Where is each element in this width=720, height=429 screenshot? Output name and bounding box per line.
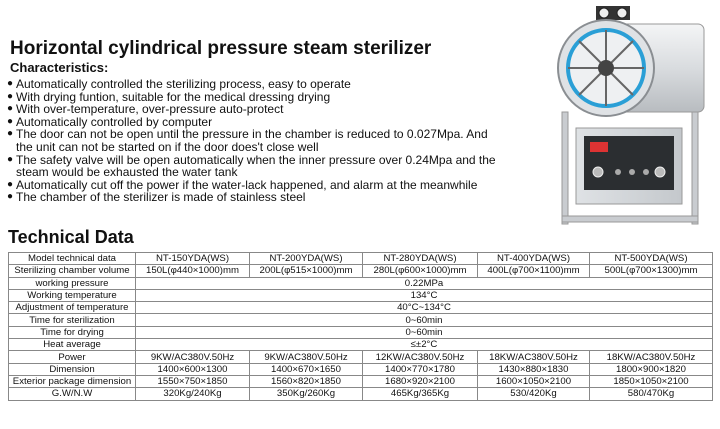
table-row	[9, 351, 713, 363]
table-cell: 18KW/AC380V.50Hz	[590, 351, 713, 363]
feature-text: The door can not be open until the pressure in the chamber is reduced to 0.027Mpa. And the unit can not be started on if the door does't close well	[16, 127, 488, 154]
table-cell: 1850×1050×2100	[590, 375, 713, 387]
table-cell: Heat average	[9, 339, 136, 351]
table-cell: 400L(φ700×1100)mm	[478, 265, 590, 277]
table-cell: 500L(φ700×1300)mm	[590, 265, 713, 277]
page-title: Horizontal cylindrical pressure steam sterilizer	[10, 38, 432, 59]
table-cell: NT-150YDA(WS)	[136, 253, 250, 265]
table-cell: NT-280YDA(WS)	[363, 253, 478, 265]
feature-text: Automatically controlled by computer	[16, 114, 213, 129]
table-cell: NT-400YDA(WS)	[478, 253, 590, 265]
feature-text: The safety valve will be open automatically when the inner pressure over 0.24Mpa and the steam would be exhausted the water tank	[16, 152, 496, 180]
table-cell: Exterior package dimension	[9, 375, 136, 387]
table-cell: 40°C~134°C	[136, 302, 713, 314]
table-cell: 12KW/AC380V.50Hz	[363, 351, 478, 363]
table-header-row	[9, 253, 713, 265]
table-row	[9, 363, 713, 375]
feature-item	[6, 191, 506, 204]
table-cell: Dimension	[9, 363, 136, 375]
table-cell: 1680×920×2100	[363, 375, 478, 387]
table-cell: Sterilizing chamber volume	[9, 265, 136, 277]
table-row	[9, 265, 713, 277]
table-cell: Working temperature	[9, 289, 136, 301]
technical-data-table	[8, 252, 713, 401]
table-row	[9, 388, 713, 400]
table-cell: 1400×600×1300	[136, 363, 250, 375]
pressure-gauge-icon	[617, 8, 627, 18]
feature-text: Automatically cut off the power if the water-lack happened, and alarm at the meanwhile	[16, 177, 478, 192]
table-cell: NT-200YDA(WS)	[250, 253, 363, 265]
bullet-icon: ●	[7, 128, 14, 140]
feature-text: The chamber of the sterilizer is made of stainless steel	[16, 190, 306, 205]
table-cell: G.W/N.W	[9, 388, 136, 400]
table-cell: 320Kg/240Kg	[136, 388, 250, 400]
table-cell: 530/420Kg	[478, 388, 590, 400]
table-row	[9, 375, 713, 387]
table-cell: Time for sterilization	[9, 314, 136, 326]
table-cell: 0~60min	[136, 314, 713, 326]
table-cell: 9KW/AC380V.50Hz	[136, 351, 250, 363]
feature-item	[6, 128, 506, 153]
bullet-icon: ●	[7, 90, 14, 102]
table-cell: 1430×880×1830	[478, 363, 590, 375]
table-cell: working pressure	[9, 277, 136, 289]
table-row	[9, 277, 713, 289]
table-cell: 1560×820×1850	[250, 375, 363, 387]
table-cell: 350Kg/260Kg	[250, 388, 363, 400]
characteristics-heading: Characteristics:	[10, 60, 109, 75]
table-cell: 9KW/AC380V.50Hz	[250, 351, 363, 363]
bullet-icon: ●	[7, 78, 14, 89]
feature-text: Automatically controlled the sterilizing process, easy to operate	[16, 77, 351, 91]
table-cell: 0~60min	[136, 326, 713, 338]
table-row	[9, 326, 713, 338]
sterilizer-illustration	[552, 2, 710, 228]
table-cell: 134°C	[136, 289, 713, 301]
table-row	[9, 289, 713, 301]
table-row	[9, 339, 713, 351]
table-cell: Model technical data	[9, 253, 136, 265]
bullet-icon: ●	[7, 103, 14, 115]
table-cell: NT-500YDA(WS)	[590, 253, 713, 265]
table-cell: 580/470Kg	[590, 388, 713, 400]
table-cell: 1800×900×1820	[590, 363, 713, 375]
pressure-gauge-icon	[599, 8, 609, 18]
bullet-icon: ●	[7, 178, 14, 190]
table-cell: Adjustment of temperature	[9, 302, 136, 314]
door-handwheel-icon	[598, 60, 614, 76]
feature-text: With over-temperature, over-pressure auto-protect	[16, 102, 284, 117]
table-row	[9, 302, 713, 314]
bullet-icon: ●	[7, 191, 14, 203]
table-cell: 465Kg/365Kg	[363, 388, 478, 400]
technical-data-heading: Technical Data	[8, 227, 134, 247]
table-cell: 200L(φ515×1000)mm	[250, 265, 363, 277]
feature-list	[6, 78, 506, 204]
feature-text: With drying funtion, suitable for the medical dressing drying	[16, 89, 331, 104]
table-cell: 18KW/AC380V.50Hz	[478, 351, 590, 363]
table-cell: 1550×750×1850	[136, 375, 250, 387]
table-cell: Time for drying	[9, 326, 136, 338]
bullet-icon: ●	[7, 115, 14, 127]
bullet-icon: ●	[7, 153, 14, 165]
table-cell: 1400×670×1650	[250, 363, 363, 375]
table-cell: 0.22MPa	[136, 277, 713, 289]
table-cell: 1400×770×1780	[363, 363, 478, 375]
table-row	[9, 314, 713, 326]
table-cell: 150L(φ440×1000)mm	[136, 265, 250, 277]
table-cell: Power	[9, 351, 136, 363]
feature-item	[6, 154, 506, 179]
table-cell: 1600×1050×2100	[478, 375, 590, 387]
table-cell: 280L(φ600×1000)mm	[363, 265, 478, 277]
table-cell: ≤±2°C	[136, 339, 713, 351]
